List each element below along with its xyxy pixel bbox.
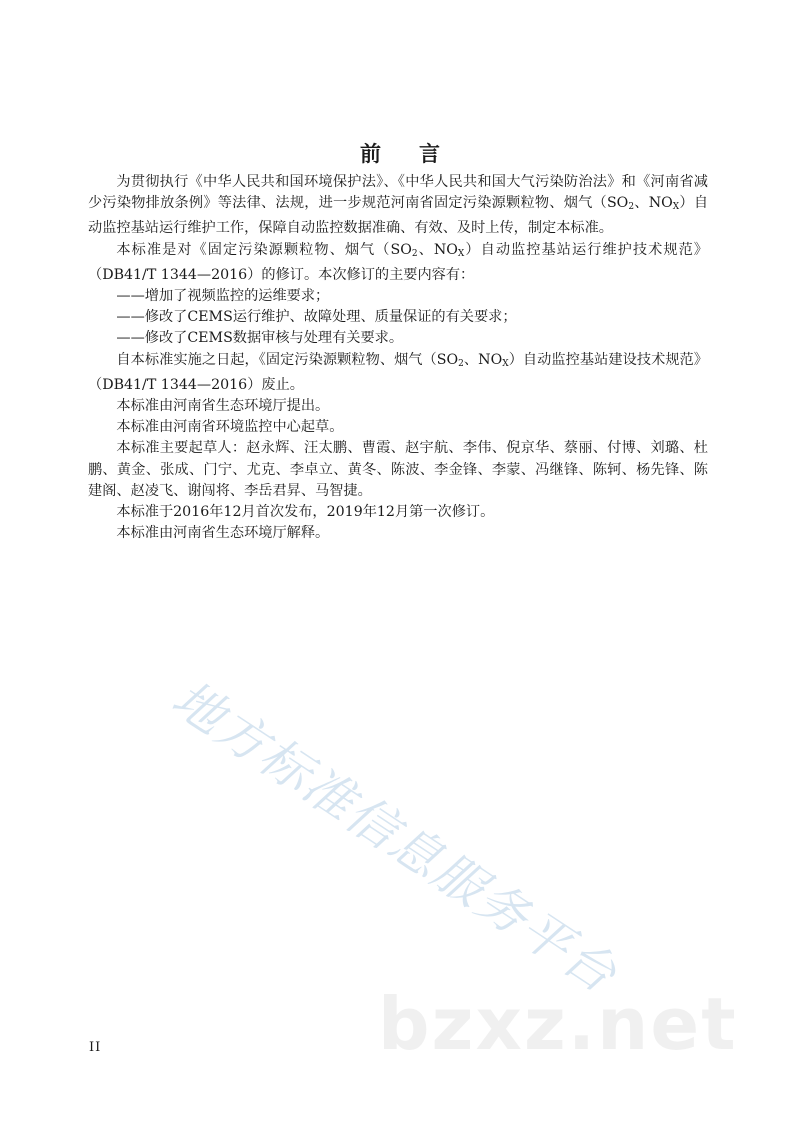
- list-item: ——修改了CEMS数据审核与处理有关要求。: [116, 330, 404, 347]
- page-number: II: [89, 1040, 102, 1055]
- paragraph-drafter-org: 本标准由河南省环境监控中心起草。: [116, 419, 344, 436]
- paragraph-purpose: 为贯彻执行《中华人民共和国环境保护法》、《中华人民共和国大气污染防治法》和《河南省减少污染物排放条例》等法律、法规，进一步规范河南省固定污染源颗粒物、烟气（$SO_2$、$NO_X$）自动监控基站运行维护工作，保障自动监控数据准确、有效、及时上传，制定本标准。: [88, 174, 709, 237]
- title-char-left: 前: [360, 142, 381, 166]
- list-item: ——增加了视频监控的运维要求；: [116, 288, 330, 305]
- watermark-text: 地方标准信息服务平台: [161, 669, 628, 1005]
- page-title: [0, 138, 800, 168]
- list-item: ——修改了CEMS运行维护、故障处理、质量保证的有关要求；: [116, 309, 517, 326]
- title-char-right: 言: [419, 142, 440, 166]
- paragraph-release: 本标准于2016年12月首次发布，2019年12月第一次修订。: [116, 504, 495, 521]
- paragraph-interpretation: 本标准由河南省生态环境厅解释。: [116, 525, 330, 542]
- paragraph-supersede: 自本标准实施之日起，《固定污染源颗粒物、烟气（$SO_2$、$NO_X$）自动监控基站建设技术规范》（DB41/T 1344—2016）废止。: [88, 351, 708, 393]
- site-watermark: bzxz.net: [378, 982, 738, 1066]
- paragraph-drafters: 本标准主要起草人：赵永辉、汪太鹏、曹霞、赵宇航、李伟、倪京华、蔡丽、付博、刘璐、杜鹏、黄金、张成、门宁、尤克、李卓立、黄冬、陈波、李金锋、李蒙、冯继锋、陈轲、杨先锋、陈建阁、赵凌飞、谢闯将、李岳君昇、马智捷。: [88, 440, 708, 499]
- foreword-body: [88, 172, 708, 544]
- paragraph-revision: 本标准是对《固定污染源颗粒物、烟气（$SO_2$、$NO_X$）自动监控基站运行维护技术规范》（DB41/T 1344—2016）的修订。本次修订的主要内容有：: [88, 241, 708, 283]
- paragraph-proposer: 本标准由河南省生态环境厅提出。: [116, 398, 330, 415]
